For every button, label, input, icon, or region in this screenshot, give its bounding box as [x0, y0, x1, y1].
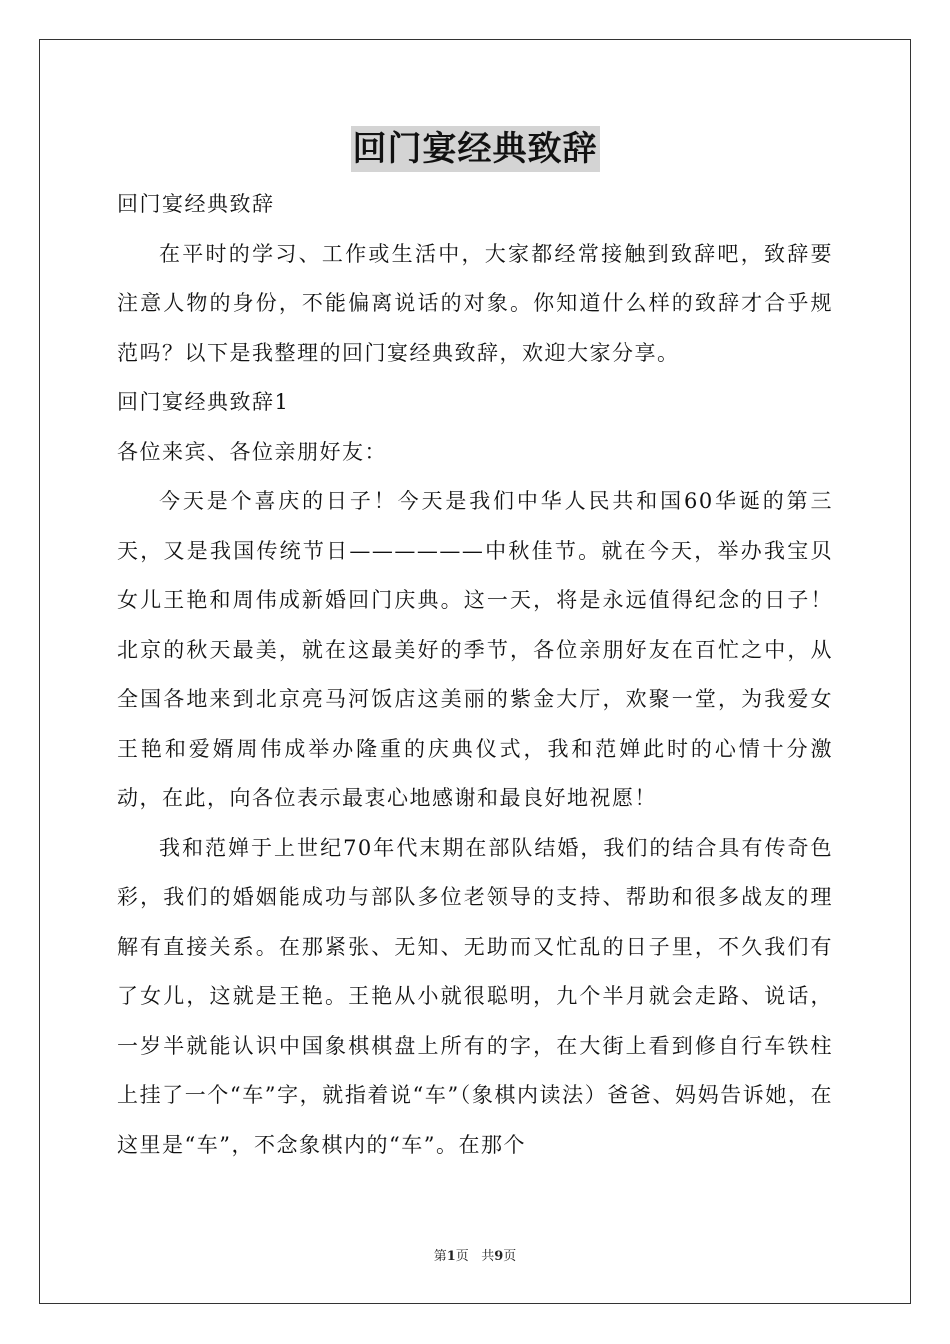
page-footer — [0, 1245, 950, 1264]
body-paragraph-1: 今天是个喜庆的日子！今天是我们中华人民共和国60华诞的第三天，又是我国传统节日——————中秋佳节。就在今天，举办我宝贝女儿王艳和周伟成新婚回门庆典。这一天，将是永远值得纪念的日子！北京的秋天最美，就在这最美好的季节，各位亲朋好友在百忙之中，从全国各地来到北京亮马河饭店这美丽的紫金大厅，欢聚一堂，为我爱女王艳和爱婿周伟成举办隆重的庆典仪式，我和范婵此时的心情十分激动，在此，向各位表示最衷心地感谢和最良好地祝愿！ — [117, 489, 833, 810]
document-title: 回门宴经典致辞 — [351, 126, 600, 172]
intro-paragraph: 在平时的学习、工作或生活中，大家都经常接触到致辞吧，致辞要注意人物的身份，不能偏离说话的对象。你知道什么样的致辞才合乎规范吗？以下是我整理的回门宴经典致辞，欢迎大家分享。 — [117, 241, 833, 365]
document-subtitle: 回门宴经典致辞 — [117, 192, 275, 216]
total-page-count: 9 — [494, 1249, 504, 1264]
document-body — [117, 180, 833, 1170]
section-heading: 回门宴经典致辞1 — [117, 390, 290, 414]
page-label-prefix: 第 — [433, 1249, 447, 1264]
page-label-mid: 页 共 — [455, 1249, 495, 1264]
greeting-line: 各位来宾、各位亲朋好友： — [117, 439, 387, 464]
page-label-suffix: 页 — [503, 1249, 517, 1264]
title-container — [0, 126, 950, 172]
body-paragraph-2: 我和范婵于上世纪70年代末期在部队结婚，我们的结合具有传奇色彩，我们的婚姻能成功与部队多位老领导的支持、帮助和很多战友的理解有直接关系。在那紧张、无知、无助而又忙乱的日子里，不久我们有了女儿，这就是王艳。王艳从小就很聪明，九个半月就会走路、说话，一岁半就能认识中国象棋棋盘上所有的字，在大街上看到修自行车铁柱上挂了一个“车”字，就指着说“车”（象棋内读法）爸爸、妈妈告诉她，在这里是“车”，不念象棋内的“车”。在那个 — [117, 835, 833, 1157]
current-page-number: 1 — [446, 1249, 456, 1264]
